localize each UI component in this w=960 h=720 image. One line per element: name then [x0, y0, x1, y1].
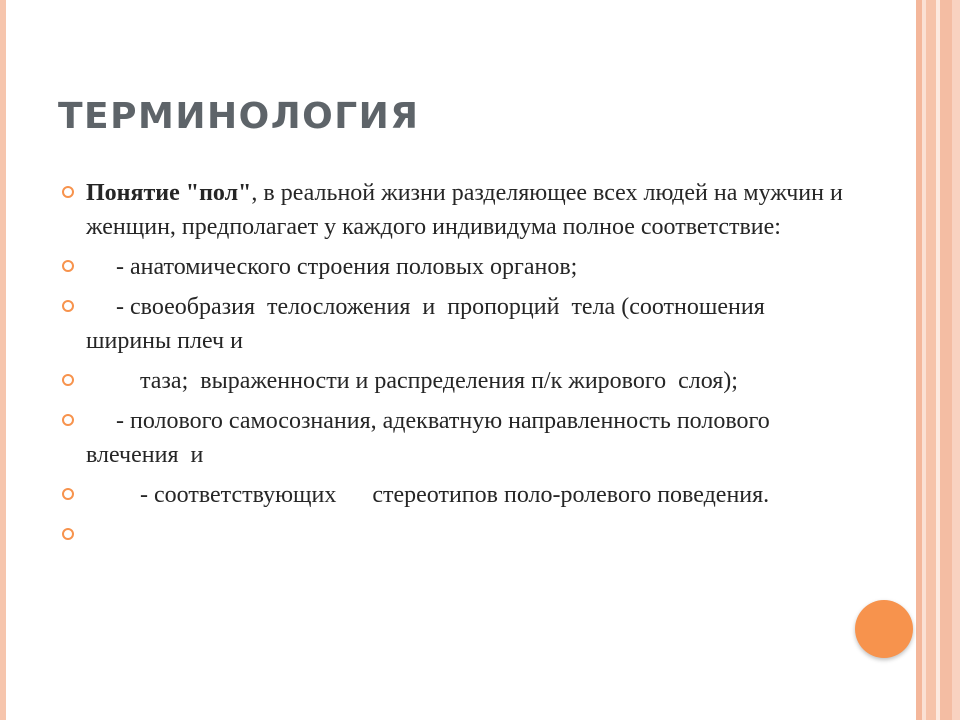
slide-left-border — [0, 0, 6, 720]
bullet-text: - своеобразия телосложения и пропорций тела (соотношения ширины плеч и — [86, 294, 771, 354]
bullet-item — [62, 478, 852, 512]
bullet-ring-icon — [62, 300, 74, 312]
bullet-list — [62, 176, 852, 558]
bullet-text: таза; выраженности и распределения п/к жирового слоя); — [86, 368, 738, 394]
slide-title: ТЕРМИНОЛОГИЯ — [58, 96, 420, 137]
bullet-item — [62, 176, 852, 244]
bullet-item — [62, 404, 852, 472]
bullet-item-empty — [62, 518, 852, 552]
slide-right-stripes — [916, 0, 960, 720]
bullet-lead-term: Понятие "пол" — [86, 180, 252, 206]
bullet-ring-icon — [62, 374, 74, 386]
bullet-ring-icon — [62, 414, 74, 426]
bullet-ring-icon — [62, 528, 74, 540]
bullet-text: - анатомического строения половых органов; — [86, 254, 578, 280]
bullet-ring-icon — [62, 488, 74, 500]
bullet-item — [62, 364, 852, 398]
bullet-text: , в реальной жизни разделяющее всех людей на мужчин и женщин, предполагает у каждого индивидума полное соответствие: — [86, 180, 843, 240]
bullet-item — [62, 250, 852, 284]
bullet-ring-icon — [62, 186, 74, 198]
bullet-text — [86, 522, 92, 548]
bullet-text: - соответствующих стереотипов поло-ролевого поведения. — [86, 482, 770, 508]
bullet-item — [62, 290, 852, 358]
bullet-ring-icon — [62, 260, 74, 272]
bullet-text: - полового самосознания, адекватную направленность полового влечения и — [86, 408, 776, 468]
decorative-orange-circle — [855, 600, 913, 658]
